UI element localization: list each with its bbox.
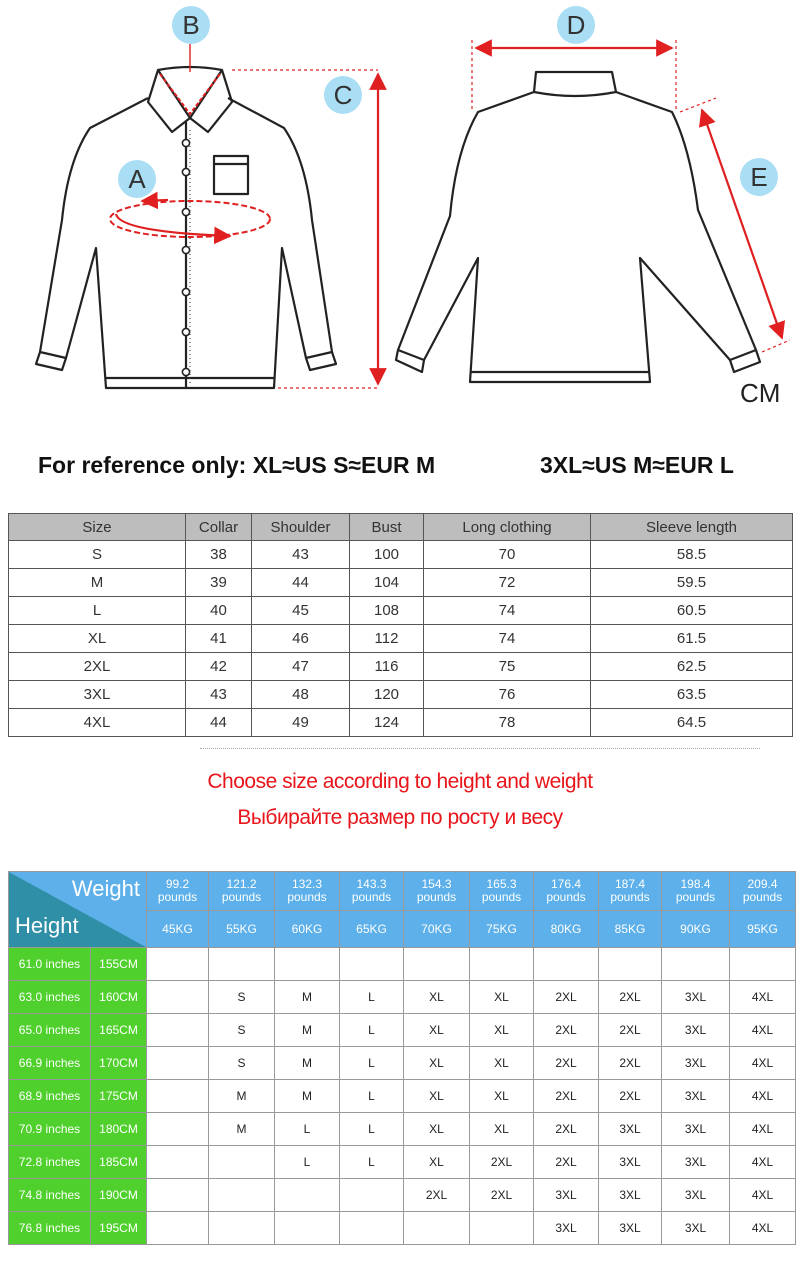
recommended-size-cell: 3XL bbox=[662, 1179, 730, 1212]
weight-kg-cell: 45KG bbox=[147, 911, 209, 948]
recommended-size-cell: S bbox=[209, 981, 275, 1014]
recommended-size-cell bbox=[470, 1212, 534, 1245]
recommended-size-cell: 3XL bbox=[599, 1212, 662, 1245]
pounds-unit: pounds bbox=[221, 890, 262, 904]
recommended-size-cell: L bbox=[340, 1014, 404, 1047]
weight-pounds-cell bbox=[470, 872, 534, 911]
recommended-size-cell: 3XL bbox=[534, 1212, 599, 1245]
cell-bust: 104 bbox=[350, 569, 424, 597]
col-header-long-clothing: Long clothing bbox=[424, 514, 591, 541]
recommended-size-cell bbox=[730, 948, 796, 981]
pounds-value: 121.2 bbox=[226, 877, 257, 891]
height-weight-table bbox=[8, 871, 796, 1245]
cell-size: 4XL bbox=[9, 709, 186, 737]
recommended-size-cell bbox=[147, 1113, 209, 1146]
caption-english: Choose size according to height and weight bbox=[207, 770, 593, 793]
recommended-size-cell: 3XL bbox=[662, 981, 730, 1014]
cell-long-clothing: 70 bbox=[424, 541, 591, 569]
cell-collar: 40 bbox=[186, 597, 252, 625]
recommended-size-cell bbox=[404, 1212, 470, 1245]
recommended-size-cell: S bbox=[209, 1014, 275, 1047]
height-cm-cell: 160CM bbox=[91, 981, 147, 1014]
recommended-size-cell: 2XL bbox=[534, 981, 599, 1014]
recommended-size-cell: 4XL bbox=[730, 1113, 796, 1146]
height-row bbox=[9, 981, 796, 1014]
recommended-size-cell bbox=[340, 948, 404, 981]
cell-bust: 112 bbox=[350, 625, 424, 653]
pounds-header-row bbox=[9, 872, 796, 911]
pounds-value: 154.3 bbox=[421, 877, 452, 891]
recommended-size-cell: 4XL bbox=[730, 1080, 796, 1113]
recommended-size-cell: 3XL bbox=[662, 1113, 730, 1146]
cell-size: XL bbox=[9, 625, 186, 653]
pounds-value: 143.3 bbox=[356, 877, 387, 891]
col-header-collar: Collar bbox=[186, 514, 252, 541]
height-inches-cell: 70.9 inches bbox=[9, 1113, 91, 1146]
cell-collar: 41 bbox=[186, 625, 252, 653]
recommended-size-cell bbox=[209, 1179, 275, 1212]
recommended-size-cell: M bbox=[209, 1113, 275, 1146]
recommended-size-cell: L bbox=[340, 1146, 404, 1179]
recommended-size-cell bbox=[340, 1179, 404, 1212]
recommended-size-cell bbox=[147, 981, 209, 1014]
recommended-size-cell: 2XL bbox=[470, 1146, 534, 1179]
cell-sleeve-length: 60.5 bbox=[591, 597, 793, 625]
recommended-size-cell: XL bbox=[404, 1047, 470, 1080]
recommended-size-cell: 2XL bbox=[534, 1113, 599, 1146]
height-cm-cell: 155CM bbox=[91, 948, 147, 981]
recommended-size-cell bbox=[275, 948, 340, 981]
recommended-size-cell: 3XL bbox=[599, 1179, 662, 1212]
recommended-size-cell bbox=[147, 1047, 209, 1080]
pounds-unit: pounds bbox=[546, 890, 586, 904]
weight-pounds-cell bbox=[275, 872, 340, 911]
height-cm-cell: 180CM bbox=[91, 1113, 147, 1146]
size-row bbox=[9, 625, 793, 653]
recommended-size-cell: 3XL bbox=[662, 1212, 730, 1245]
weight-kg-cell: 70KG bbox=[404, 911, 470, 948]
cell-size: L bbox=[9, 597, 186, 625]
col-header-shoulder: Shoulder bbox=[252, 514, 350, 541]
col-header-bust: Bust bbox=[350, 514, 424, 541]
height-cm-cell: 165CM bbox=[91, 1014, 147, 1047]
recommended-size-cell: L bbox=[340, 1113, 404, 1146]
recommended-size-cell: 2XL bbox=[404, 1179, 470, 1212]
cell-sleeve-length: 58.5 bbox=[591, 541, 793, 569]
recommended-size-cell bbox=[209, 1146, 275, 1179]
recommended-size-cell bbox=[662, 948, 730, 981]
recommended-size-cell bbox=[147, 1212, 209, 1245]
cell-long-clothing: 78 bbox=[424, 709, 591, 737]
pounds-unit: pounds bbox=[157, 890, 198, 904]
weight-pounds-cell bbox=[209, 872, 275, 911]
weight-pounds-cell bbox=[534, 872, 599, 911]
recommended-size-cell bbox=[599, 948, 662, 981]
recommended-size-cell: M bbox=[275, 1080, 340, 1113]
recommended-size-cell: M bbox=[275, 1014, 340, 1047]
height-row bbox=[9, 1014, 796, 1047]
label-d-bubble: D bbox=[557, 6, 595, 44]
recommended-size-cell: 2XL bbox=[599, 1047, 662, 1080]
cell-sleeve-length: 62.5 bbox=[591, 653, 793, 681]
recommended-size-cell: L bbox=[340, 1047, 404, 1080]
pounds-unit: pounds bbox=[742, 890, 783, 904]
height-row bbox=[9, 948, 796, 981]
height-row bbox=[9, 1146, 796, 1179]
weight-pounds-cell bbox=[147, 872, 209, 911]
height-row bbox=[9, 1113, 796, 1146]
recommended-size-cell: 2XL bbox=[599, 1014, 662, 1047]
label-e-bubble: E bbox=[740, 158, 778, 196]
pounds-value: 165.3 bbox=[486, 877, 517, 891]
height-cm-cell: 190CM bbox=[91, 1179, 147, 1212]
height-cm-cell: 170CM bbox=[91, 1047, 147, 1080]
recommended-size-cell: XL bbox=[470, 981, 534, 1014]
recommended-size-cell bbox=[275, 1212, 340, 1245]
height-inches-cell: 66.9 inches bbox=[9, 1047, 91, 1080]
recommended-size-cell: 4XL bbox=[730, 981, 796, 1014]
height-inches-cell: 74.8 inches bbox=[9, 1179, 91, 1212]
cell-size: M bbox=[9, 569, 186, 597]
height-cm-cell: 185CM bbox=[91, 1146, 147, 1179]
size-row bbox=[9, 569, 793, 597]
weight-kg-cell: 75KG bbox=[470, 911, 534, 948]
collar-measure-line bbox=[160, 74, 220, 114]
height-row bbox=[9, 1080, 796, 1113]
cell-sleeve-length: 63.5 bbox=[591, 681, 793, 709]
recommended-size-cell bbox=[404, 948, 470, 981]
cell-long-clothing: 74 bbox=[424, 597, 591, 625]
pounds-unit: pounds bbox=[610, 890, 650, 904]
recommended-size-cell bbox=[209, 1212, 275, 1245]
cell-long-clothing: 75 bbox=[424, 653, 591, 681]
pounds-unit: pounds bbox=[287, 890, 327, 904]
reference-note-1: For reference only: XL≈US S≈EUR M bbox=[38, 452, 436, 478]
label-a-bubble: A bbox=[118, 160, 156, 198]
caption-russian: Выбирайте размер по росту и весу bbox=[237, 806, 563, 829]
recommended-size-cell: 2XL bbox=[534, 1146, 599, 1179]
weight-pounds-cell bbox=[599, 872, 662, 911]
recommended-size-cell bbox=[340, 1212, 404, 1245]
cell-collar: 43 bbox=[186, 681, 252, 709]
cell-collar: 44 bbox=[186, 709, 252, 737]
recommended-size-cell: 3XL bbox=[662, 1080, 730, 1113]
weight-pounds-cell bbox=[340, 872, 404, 911]
height-cm-cell: 195CM bbox=[91, 1212, 147, 1245]
size-table-header bbox=[9, 514, 793, 541]
pounds-value: 176.4 bbox=[550, 877, 582, 891]
dotted-divider bbox=[200, 748, 760, 751]
recommended-size-cell: 3XL bbox=[599, 1113, 662, 1146]
recommended-size-cell bbox=[147, 1146, 209, 1179]
recommended-size-cell: 2XL bbox=[599, 1080, 662, 1113]
table-corner-header bbox=[9, 872, 147, 948]
height-row bbox=[9, 1047, 796, 1080]
pounds-value: 187.4 bbox=[614, 877, 646, 891]
col-header-sleeve-length: Sleeve length bbox=[591, 514, 793, 541]
pounds-value: 198.4 bbox=[680, 877, 711, 891]
recommended-size-cell: M bbox=[275, 981, 340, 1014]
cell-shoulder: 47 bbox=[252, 653, 350, 681]
recommended-size-cell: 3XL bbox=[534, 1179, 599, 1212]
cell-sleeve-length: 59.5 bbox=[591, 569, 793, 597]
recommended-size-cell: M bbox=[209, 1080, 275, 1113]
weight-kg-cell: 95KG bbox=[730, 911, 796, 948]
size-row bbox=[9, 709, 793, 737]
height-label: Height bbox=[15, 913, 79, 938]
recommended-size-cell bbox=[470, 948, 534, 981]
pounds-value: 132.3 bbox=[291, 877, 323, 891]
cell-bust: 124 bbox=[350, 709, 424, 737]
cell-shoulder: 49 bbox=[252, 709, 350, 737]
recommended-size-cell: 2XL bbox=[470, 1179, 534, 1212]
cell-shoulder: 43 bbox=[252, 541, 350, 569]
recommended-size-cell: XL bbox=[404, 1080, 470, 1113]
recommended-size-cell: 4XL bbox=[730, 1014, 796, 1047]
recommended-size-cell: 4XL bbox=[730, 1146, 796, 1179]
cell-collar: 42 bbox=[186, 653, 252, 681]
size-row bbox=[9, 541, 793, 569]
recommended-size-cell: L bbox=[340, 981, 404, 1014]
pounds-value: 99.2 bbox=[165, 877, 190, 891]
recommended-size-cell bbox=[147, 1014, 209, 1047]
cell-long-clothing: 72 bbox=[424, 569, 591, 597]
label-b-bubble: B bbox=[172, 6, 210, 44]
pounds-value: 209.4 bbox=[747, 877, 778, 891]
weight-kg-cell: 90KG bbox=[662, 911, 730, 948]
height-inches-cell: 72.8 inches bbox=[9, 1146, 91, 1179]
cell-bust: 120 bbox=[350, 681, 424, 709]
recommended-size-cell: 2XL bbox=[599, 981, 662, 1014]
sleeve-measure-arrow bbox=[702, 110, 782, 338]
recommended-size-cell: XL bbox=[404, 981, 470, 1014]
height-row bbox=[9, 1212, 796, 1245]
height-cm-cell: 175CM bbox=[91, 1080, 147, 1113]
recommended-size-cell bbox=[275, 1179, 340, 1212]
weight-pounds-cell bbox=[662, 872, 730, 911]
pounds-unit: pounds bbox=[481, 890, 522, 904]
cell-bust: 100 bbox=[350, 541, 424, 569]
recommended-size-cell bbox=[147, 1179, 209, 1212]
cell-long-clothing: 74 bbox=[424, 625, 591, 653]
height-inches-cell: 63.0 inches bbox=[9, 981, 91, 1014]
cell-long-clothing: 76 bbox=[424, 681, 591, 709]
weight-label: Weight bbox=[71, 876, 140, 901]
cell-sleeve-length: 61.5 bbox=[591, 625, 793, 653]
size-row bbox=[9, 653, 793, 681]
pounds-unit: pounds bbox=[675, 890, 716, 904]
reference-note-2: 3XL≈US M≈EUR L bbox=[540, 452, 734, 478]
weight-kg-cell: 65KG bbox=[340, 911, 404, 948]
cell-shoulder: 48 bbox=[252, 681, 350, 709]
label-c-bubble: C bbox=[324, 76, 362, 114]
recommended-size-cell: 2XL bbox=[534, 1014, 599, 1047]
unit-label: CM bbox=[740, 378, 781, 408]
recommended-size-cell: XL bbox=[404, 1146, 470, 1179]
cell-size: 3XL bbox=[9, 681, 186, 709]
recommended-size-cell: 3XL bbox=[599, 1146, 662, 1179]
recommended-size-cell bbox=[147, 948, 209, 981]
recommended-size-cell: XL bbox=[404, 1113, 470, 1146]
weight-kg-cell: 85KG bbox=[599, 911, 662, 948]
height-inches-cell: 68.9 inches bbox=[9, 1080, 91, 1113]
pounds-unit: pounds bbox=[416, 890, 457, 904]
recommended-size-cell: XL bbox=[404, 1014, 470, 1047]
pounds-unit: pounds bbox=[351, 890, 392, 904]
cell-bust: 108 bbox=[350, 597, 424, 625]
cell-shoulder: 46 bbox=[252, 625, 350, 653]
weight-kg-cell: 80KG bbox=[534, 911, 599, 948]
recommended-size-cell: 2XL bbox=[534, 1047, 599, 1080]
recommended-size-cell: 2XL bbox=[534, 1080, 599, 1113]
recommended-size-cell bbox=[534, 948, 599, 981]
recommended-size-cell: XL bbox=[470, 1014, 534, 1047]
cell-size: 2XL bbox=[9, 653, 186, 681]
cell-shoulder: 45 bbox=[252, 597, 350, 625]
cell-sleeve-length: 64.5 bbox=[591, 709, 793, 737]
recommended-size-cell: XL bbox=[470, 1113, 534, 1146]
recommended-size-cell: S bbox=[209, 1047, 275, 1080]
cell-collar: 38 bbox=[186, 541, 252, 569]
weight-pounds-cell bbox=[730, 872, 796, 911]
height-inches-cell: 65.0 inches bbox=[9, 1014, 91, 1047]
size-chart-table bbox=[8, 513, 793, 737]
size-row bbox=[9, 597, 793, 625]
recommended-size-cell: 3XL bbox=[662, 1146, 730, 1179]
weight-kg-cell: 60KG bbox=[275, 911, 340, 948]
size-row bbox=[9, 681, 793, 709]
recommended-size-cell: 4XL bbox=[730, 1047, 796, 1080]
col-header-size: Size bbox=[9, 514, 186, 541]
recommended-size-cell: L bbox=[340, 1080, 404, 1113]
recommended-size-cell bbox=[147, 1080, 209, 1113]
recommended-size-cell: 3XL bbox=[662, 1014, 730, 1047]
height-inches-cell: 76.8 inches bbox=[9, 1212, 91, 1245]
recommended-size-cell: 4XL bbox=[730, 1212, 796, 1245]
cell-collar: 39 bbox=[186, 569, 252, 597]
height-inches-cell: 61.0 inches bbox=[9, 948, 91, 981]
cell-bust: 116 bbox=[350, 653, 424, 681]
height-row bbox=[9, 1179, 796, 1212]
recommended-size-cell: XL bbox=[470, 1080, 534, 1113]
weight-kg-cell: 55KG bbox=[209, 911, 275, 948]
recommended-size-cell: M bbox=[275, 1047, 340, 1080]
front-shirt-outline bbox=[36, 67, 336, 388]
recommended-size-cell: XL bbox=[470, 1047, 534, 1080]
recommended-size-cell: 3XL bbox=[662, 1047, 730, 1080]
recommended-size-cell bbox=[209, 948, 275, 981]
recommended-size-cell: 4XL bbox=[730, 1179, 796, 1212]
recommended-size-cell: L bbox=[275, 1113, 340, 1146]
cell-shoulder: 44 bbox=[252, 569, 350, 597]
weight-pounds-cell bbox=[404, 872, 470, 911]
shirt-measurement-diagram bbox=[0, 0, 800, 420]
cell-size: S bbox=[9, 541, 186, 569]
recommended-size-cell: L bbox=[275, 1146, 340, 1179]
